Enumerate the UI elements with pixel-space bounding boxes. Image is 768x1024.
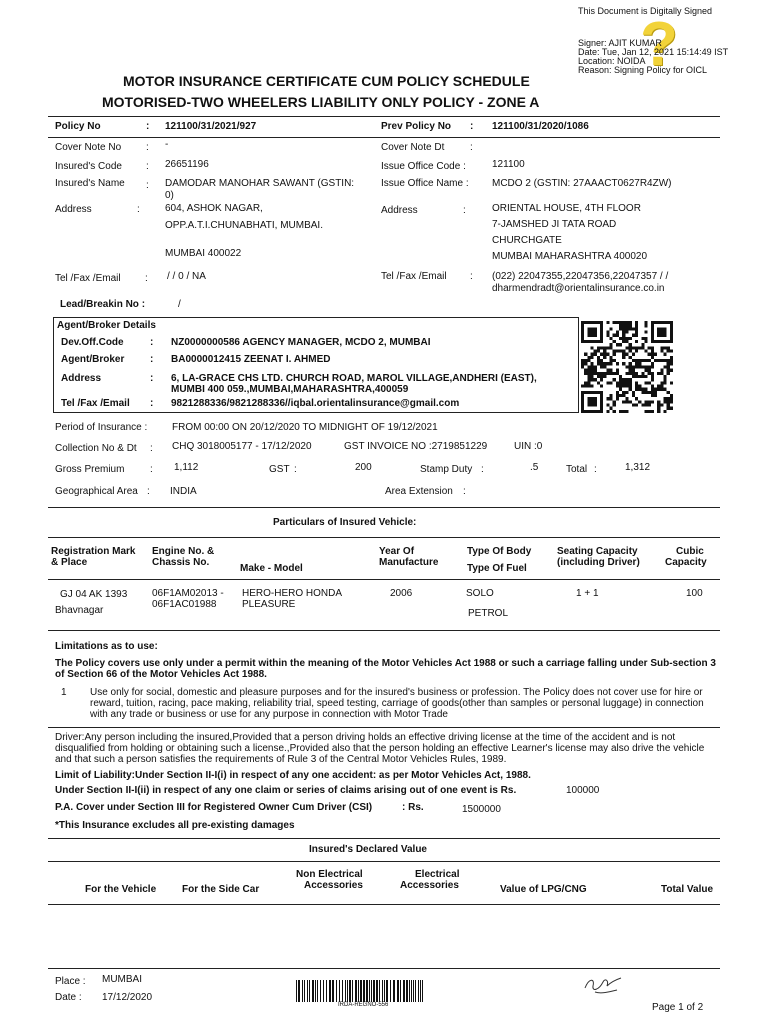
total-value: 1,312 bbox=[625, 462, 651, 473]
divider bbox=[48, 727, 720, 728]
policy-no: 121100/31/2021/927 bbox=[165, 121, 257, 132]
agent-tel: 9821288336/9821288336//iqbal.orientalinsurance@gmail.com bbox=[171, 398, 460, 409]
stamp-duty-label: Stamp Duty bbox=[420, 464, 473, 475]
office-address-line-4: MUMBAI MAHARASHTRA 400020 bbox=[492, 251, 648, 262]
colon: : bbox=[470, 121, 474, 132]
lead-breakin-value: / bbox=[178, 299, 181, 310]
declared-non-electrical-1: Non Electrical bbox=[296, 869, 363, 880]
office-address-label: Address bbox=[381, 205, 418, 216]
signature-date: Date: Tue, Jan 12, 2021 15:14:49 IST bbox=[578, 47, 729, 57]
liability-line-2: Under Section II-I(ii) in respect of any one claim or series of claims arising out of one event is Rs. bbox=[55, 785, 517, 796]
colon: : bbox=[146, 180, 149, 191]
header-rule-top bbox=[48, 116, 720, 117]
colon: : bbox=[137, 204, 140, 215]
cover-note-value: - bbox=[165, 139, 169, 150]
signature-location: Location: NOIDA bbox=[578, 56, 646, 66]
declared-value-title: Insured's Declared Value bbox=[309, 844, 427, 855]
declared-vehicle: For the Vehicle bbox=[85, 884, 157, 895]
exclusion-note: *This Insurance excludes all pre-existing damages bbox=[55, 820, 295, 831]
gross-premium-label: Gross Premium bbox=[55, 464, 125, 475]
footer-rule bbox=[48, 968, 720, 969]
chassis-no: 06F1AC01988 bbox=[152, 599, 217, 610]
insured-code: 26651196 bbox=[165, 159, 209, 170]
stamp-duty-value: .5 bbox=[530, 462, 539, 473]
reg-place: Bhavnagar bbox=[55, 605, 104, 616]
reg-header-2: & Place bbox=[51, 557, 88, 568]
total-label: Total bbox=[566, 464, 588, 475]
liability-amount: 100000 bbox=[566, 785, 600, 796]
agent-address-line-2: MUMBI 400 059.,MUMBAI,MAHARASHTRA,400059 bbox=[171, 384, 409, 395]
colon: : bbox=[150, 337, 154, 348]
colon: : bbox=[147, 486, 150, 497]
cubic-capacity: 100 bbox=[686, 588, 703, 599]
driver-clause: Driver:Any person including the insured,Provided that a person driving holds an effective driving license at the time of the accident and is not disqualified from holding or obtaining such a license.,Provided also that the person holding an effective Learner's license may also drive the vehicle and that such a person satisfies the requirements of Rule 3 of the Central Motor Vehicles Rules, 1989. bbox=[55, 732, 705, 765]
pa-cover: P.A. Cover under Section III for Registered Owner Cum Driver (CSI) bbox=[55, 802, 373, 813]
issue-office-name-label: Issue Office Name : bbox=[381, 178, 469, 189]
declared-total: Total Value bbox=[661, 884, 714, 895]
policy-no-label: Policy No bbox=[55, 121, 101, 132]
header-rule-bottom bbox=[48, 137, 720, 138]
colon: : bbox=[150, 443, 153, 454]
dev-off-label: Dev.Off.Code bbox=[61, 337, 124, 348]
area-extension-label: Area Extension bbox=[385, 486, 453, 497]
cubic-header-1: Cubic bbox=[676, 546, 704, 557]
prev-policy-label: Prev Policy No bbox=[381, 121, 452, 132]
colon: : bbox=[463, 486, 466, 497]
colon: : bbox=[150, 398, 154, 409]
collection-label: Collection No & Dt bbox=[55, 443, 137, 454]
fuel-type: PETROL bbox=[468, 608, 509, 619]
agent-tel-label: Tel /Fax /Email bbox=[61, 398, 130, 409]
insured-tel-label: Tel /Fax /Email bbox=[55, 273, 121, 284]
colon: : bbox=[594, 464, 597, 475]
divider bbox=[48, 861, 720, 862]
year-header-2: Manufacture bbox=[379, 557, 439, 568]
limitations-title: Limitations as to use: bbox=[55, 641, 158, 652]
divider bbox=[48, 579, 720, 580]
digitally-signed-note: This Document is Digitally Signed bbox=[578, 6, 713, 16]
insured-address-label: Address bbox=[55, 204, 92, 215]
issue-office-name: MCDO 2 (GSTIN: 27AAACT0627R4ZW) bbox=[492, 178, 672, 189]
colon: : bbox=[481, 464, 484, 475]
divider bbox=[48, 537, 720, 538]
signer-name: Signer: AJIT KUMAR bbox=[578, 38, 662, 48]
insured-address-line-1: 604, ASHOK NAGAR, bbox=[165, 203, 263, 214]
divider bbox=[48, 904, 720, 905]
divider bbox=[48, 507, 720, 508]
colon: : bbox=[145, 273, 148, 284]
place-label: Place : bbox=[55, 976, 86, 987]
place-value: MUMBAI bbox=[102, 974, 142, 985]
insured-address-line-3: MUMBAI 400022 bbox=[165, 248, 242, 259]
insured-tel: / / 0 / NA bbox=[167, 271, 206, 282]
colon: : bbox=[146, 142, 149, 153]
signature-scribble-icon bbox=[581, 972, 625, 998]
declared-sidecar: For the Side Car bbox=[182, 884, 260, 895]
title-line-2: MOTORISED-TWO WHEELERS LIABILITY ONLY POLICY - ZONE A bbox=[102, 94, 540, 110]
colon: : bbox=[150, 464, 153, 475]
pa-cover-amount: 1500000 bbox=[462, 804, 501, 815]
limitation-item-text: Use only for social, domestic and pleasure purposes and for the insured's business or profession. The Policy does not cover use for hire or reward, tuition, racing, pace making, reliability trial, speed testing, carriage of goods(other than samples or personal luggage) in connection with any trade or business or use for any purpose in connection with Motor Trade bbox=[90, 687, 704, 720]
insured-name-label: Insured's Name bbox=[55, 178, 125, 189]
divider bbox=[48, 630, 720, 631]
qr-code-icon bbox=[581, 321, 673, 413]
period-label: Period of Insurance : bbox=[55, 422, 148, 433]
colon: : bbox=[294, 464, 297, 475]
signature-question-mark-icon: ? bbox=[640, 10, 678, 79]
insured-name-line-1: DAMODAR MANOHAR SAWANT (GSTIN: bbox=[165, 178, 355, 189]
geo-area-label: Geographical Area bbox=[55, 486, 138, 497]
agent-address-line-1: 6, LA-GRACE CHS LTD. CHURCH ROAD, MAROL VILLAGE,ANDHERI (EAST), bbox=[171, 373, 537, 384]
engine-header-2: Chassis No. bbox=[152, 557, 210, 568]
seating-header-2: (including Driver) bbox=[557, 557, 640, 568]
make-model-2: PLEASURE bbox=[242, 599, 296, 610]
reg-header-1: Registration Mark bbox=[51, 546, 136, 557]
geo-area: INDIA bbox=[170, 486, 197, 497]
liability-line-1: Limit of Liability:Under Section II-I(i) in respect of any one accident: as per Motor Vehicles Act, 1988. bbox=[55, 770, 531, 781]
colon: : bbox=[463, 205, 466, 216]
signature-reason: Reason: Signing Policy for OICL bbox=[578, 65, 708, 75]
agent-box-header: Agent/Broker Details bbox=[57, 320, 156, 331]
insured-address-line-2: OPP.A.T.I.CHUNABHATI, MUMBAI. bbox=[165, 220, 323, 231]
colon: : bbox=[470, 142, 473, 153]
engine-header-1: Engine No. & bbox=[152, 546, 215, 557]
insured-name-line-2: 0) bbox=[165, 190, 174, 201]
date-label: Date : bbox=[55, 992, 82, 1003]
colon: : bbox=[150, 373, 154, 384]
seating-header-1: Seating Capacity bbox=[557, 546, 638, 557]
make-header: Make - Model bbox=[240, 563, 303, 574]
page-number: Page 1 of 2 bbox=[652, 1002, 704, 1013]
declared-electrical-1: Electrical bbox=[415, 869, 460, 880]
collection-value: CHQ 3018005177 - 17/12/2020 bbox=[172, 441, 312, 452]
make-model-1: HERO-HERO HONDA bbox=[242, 588, 343, 599]
declared-non-electrical-2: Accessories bbox=[304, 880, 363, 891]
pa-cover-rs: : Rs. bbox=[402, 802, 424, 813]
seating-capacity: 1 + 1 bbox=[576, 588, 599, 599]
barcode-caption: IRDA-REGNO-556 bbox=[338, 1002, 389, 1008]
reg-mark: GJ 04 AK 1393 bbox=[60, 589, 128, 600]
colon: : bbox=[146, 161, 149, 172]
title-line-1: MOTOR INSURANCE CERTIFICATE CUM POLICY SCHEDULE bbox=[123, 73, 530, 89]
agent-address-label: Address bbox=[61, 373, 102, 384]
declared-lpg: Value of LPG/CNG bbox=[500, 884, 587, 895]
gst-value: 200 bbox=[355, 462, 372, 473]
date-value: 17/12/2020 bbox=[102, 992, 153, 1003]
divider bbox=[48, 838, 720, 839]
period-value: FROM 00:00 ON 20/12/2020 TO MIDNIGHT OF 19/12/2021 bbox=[172, 422, 438, 433]
body-header: Type Of Body bbox=[467, 546, 532, 557]
office-tel-line-1: (022) 22047355,22047356,22047357 / / bbox=[492, 271, 669, 282]
cubic-header-2: Capacity bbox=[665, 557, 707, 568]
uin: UIN :0 bbox=[514, 441, 543, 452]
limitations-paragraph: The Policy covers use only under a permit within the meaning of the Motor Vehicles Act 1988 or such a carriage falling under Sub-section 3 of Section 66 of the Motor Vehicles Act 1988. bbox=[55, 658, 716, 680]
agent-name: BA0000012415 ZEENAT I. AHMED bbox=[171, 354, 331, 365]
agent-label: Agent/Broker bbox=[61, 354, 125, 365]
body-type: SOLO bbox=[466, 588, 494, 599]
limitation-item-number: 1 bbox=[61, 687, 67, 698]
dev-off-code: NZ0000000586 AGENCY MANAGER, MCDO 2, MUMBAI bbox=[171, 337, 431, 348]
manufacture-year: 2006 bbox=[390, 588, 413, 599]
vehicle-section-title: Particulars of Insured Vehicle: bbox=[273, 517, 417, 528]
prev-policy-no: 121100/31/2020/1086 bbox=[492, 121, 589, 132]
insured-code-label: Insured's Code bbox=[55, 161, 122, 172]
gst-label: GST bbox=[269, 464, 290, 475]
fuel-header: Type Of Fuel bbox=[467, 563, 527, 574]
cover-note-dt-label: Cover Note Dt bbox=[381, 142, 445, 153]
colon: : bbox=[150, 354, 154, 365]
gst-invoice: GST INVOICE NO :2719851229 bbox=[344, 441, 488, 452]
gross-premium: 1,112 bbox=[174, 462, 199, 473]
office-address-line-2: 7-JAMSHED JI TATA ROAD bbox=[492, 219, 617, 230]
barcode-icon bbox=[296, 980, 424, 1002]
declared-electrical-2: Accessories bbox=[400, 880, 459, 891]
cover-note-label: Cover Note No bbox=[55, 142, 122, 153]
colon: : bbox=[146, 121, 150, 132]
issue-office-code: 121100 bbox=[492, 159, 525, 170]
year-header-1: Year Of bbox=[379, 546, 415, 557]
colon: : bbox=[470, 271, 473, 282]
office-tel-line-2: dharmendradt@orientalinsurance.co.in bbox=[492, 283, 665, 294]
office-tel-label: Tel /Fax /Email bbox=[381, 271, 447, 282]
issue-office-code-label: Issue Office Code : bbox=[381, 161, 466, 172]
lead-breakin-label: Lead/Breakin No : bbox=[60, 299, 146, 310]
engine-no: 06F1AM02013 - bbox=[152, 588, 224, 599]
office-address-line-1: ORIENTAL HOUSE, 4TH FLOOR bbox=[492, 203, 641, 214]
office-address-line-3: CHURCHGATE bbox=[492, 235, 562, 246]
